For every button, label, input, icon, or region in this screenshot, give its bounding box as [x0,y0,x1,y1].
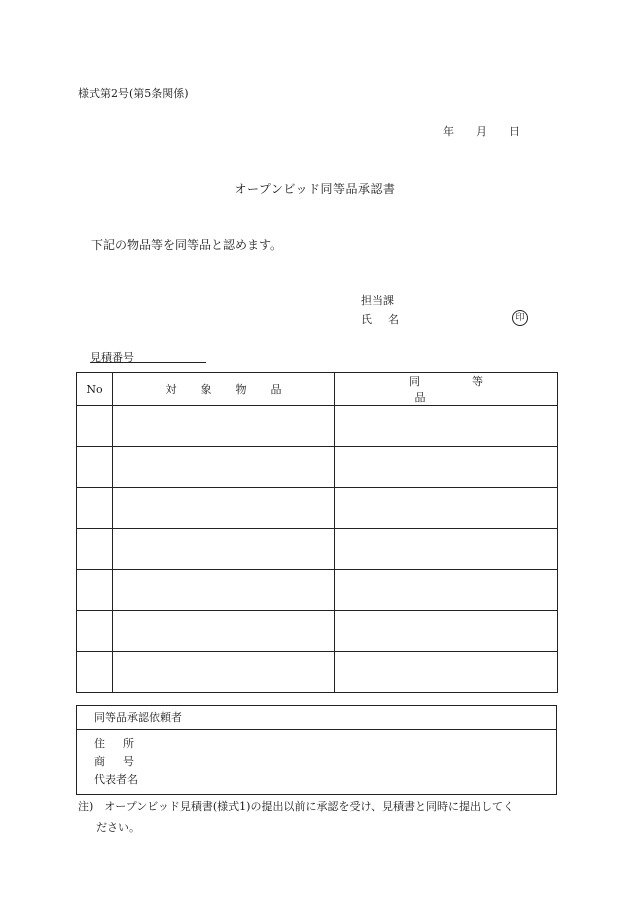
column-header-equivalent: 同等品 [335,373,558,406]
table-row [77,652,558,693]
cell-equivalent[interactable] [335,447,558,488]
statement-text: 下記の物品等を同等品と認めます。 [91,238,283,252]
column-header-no: No [77,373,113,406]
form-number: 様式第2号(第5条関係) [78,87,189,100]
cell-target[interactable] [113,488,335,529]
cell-no[interactable] [77,488,113,529]
representative-field[interactable]: 代表者名 [94,773,138,786]
name-label [361,311,399,327]
cell-target[interactable] [113,570,335,611]
cell-target[interactable] [113,529,335,570]
address-field[interactable]: 住 所 [94,737,134,750]
cell-equivalent[interactable] [335,488,558,529]
cell-equivalent[interactable] [335,611,558,652]
date-line [443,123,520,139]
cell-target[interactable] [113,406,335,447]
requester-fields [77,730,556,789]
name-label-second: 名 [388,313,399,326]
estimate-number-field[interactable] [90,362,206,363]
note-line-1: 注) オープンビッド見積書(様式1)の提出以前に承認を受け、見積書と同時に提出してく [78,800,515,813]
date-day: 日 [509,125,520,138]
cell-target[interactable] [113,611,335,652]
seal-mark: 印 [512,310,528,326]
document-title: オープンビッド同等品承認書 [234,182,396,196]
requester-heading: 同等品承認依頼者 [77,706,556,730]
date-year: 年 [443,125,454,138]
cell-no[interactable] [77,529,113,570]
table-row [77,529,558,570]
cell-no[interactable] [77,447,113,488]
cell-equivalent[interactable] [335,529,558,570]
column-header-target: 対象物品 [113,373,335,406]
items-table [76,372,558,693]
cell-target[interactable] [113,447,335,488]
cell-no[interactable] [77,406,113,447]
table-row [77,447,558,488]
cell-equivalent[interactable] [335,652,558,693]
cell-no[interactable] [77,570,113,611]
table-row [77,488,558,529]
table-row [77,406,558,447]
estimate-number-label: 見積番号 [90,351,134,364]
requester-box [76,705,557,795]
table-row [77,570,558,611]
cell-no[interactable] [77,652,113,693]
cell-no[interactable] [77,611,113,652]
note-line-2: ださい。 [96,821,140,834]
cell-equivalent[interactable] [335,570,558,611]
company-field[interactable]: 商 号 [94,755,134,768]
department-label: 担当課 [361,294,394,307]
table-row [77,611,558,652]
date-month: 月 [476,125,487,138]
name-label-first: 氏 [361,313,372,326]
cell-equivalent[interactable] [335,406,558,447]
table-header-row [77,373,558,406]
cell-target[interactable] [113,652,335,693]
